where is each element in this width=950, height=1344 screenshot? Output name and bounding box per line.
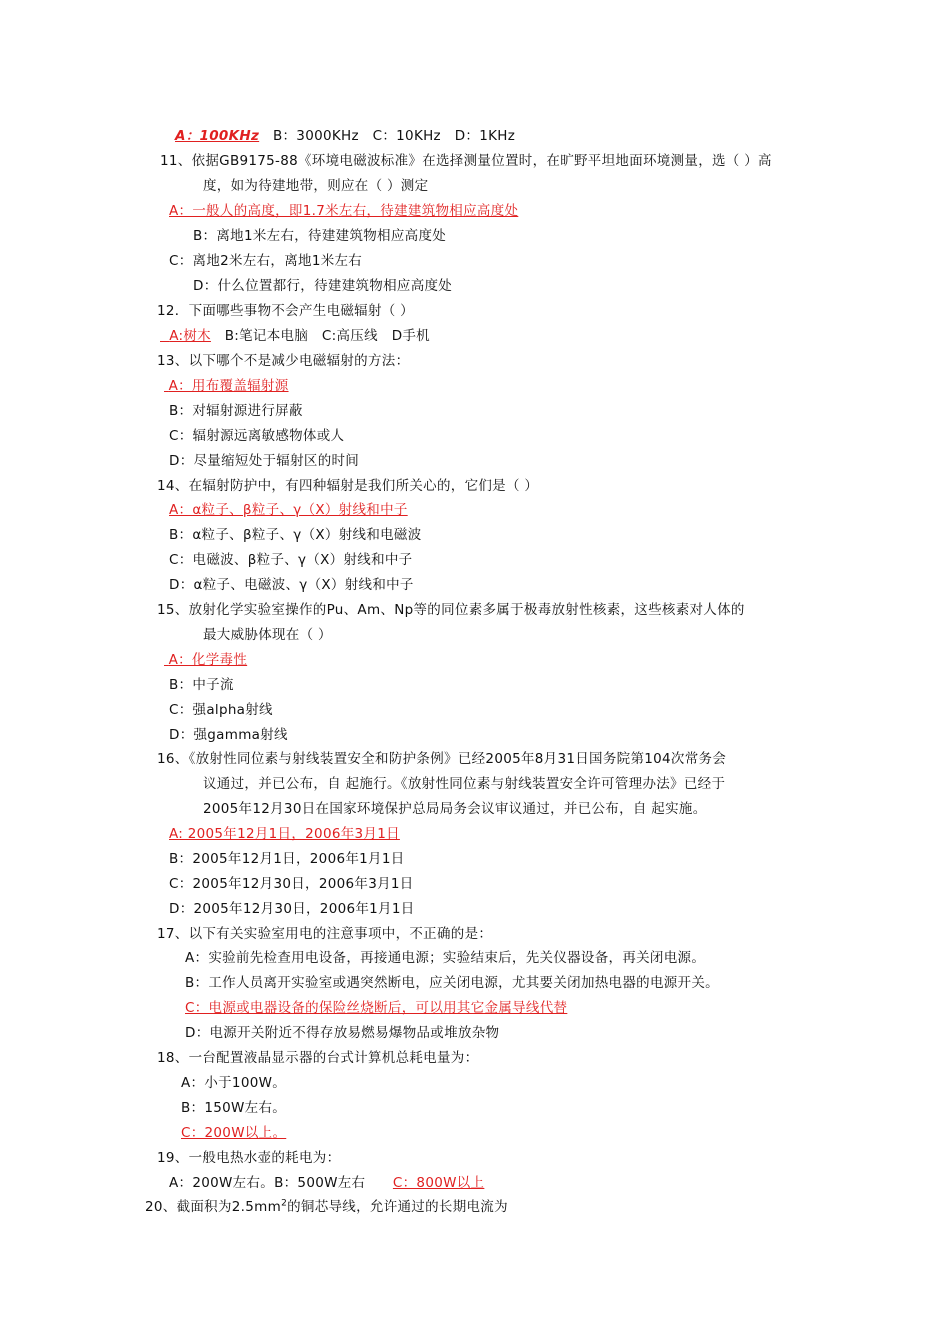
q16-stem-line1: 16、《放射性同位素与射线装置安全和防护条例》已经2005年8月31日国务院第104次常务会 <box>157 751 727 767</box>
q15-option-c: C：强alpha射线 <box>169 702 273 718</box>
q12-option-d: D手机 <box>391 328 430 344</box>
q19-stem: 19、一般电热水壶的耗电为： <box>157 1150 341 1166</box>
q18-stem: 18、一台配置液晶显示器的台式计算机总耗电量为： <box>157 1050 479 1066</box>
q13-option-d: D：尽量缩短处于辐射区的时间 <box>169 453 360 469</box>
q10-option-d: D：1KHz <box>454 128 516 144</box>
q15-stem-line2: 最大威胁体现在（ ） <box>203 627 332 643</box>
q13-option-c: C：辐射源远离敏感物体或人 <box>169 428 345 444</box>
q10-options <box>175 126 515 146</box>
q19-answer-c: C：800W以上 <box>392 1175 485 1191</box>
q15-stem-line1: 15、放射化学实验室操作的Pu、Am、Np等的同位素多属于极毒放射性核素，这些核素对人体的 <box>157 602 745 618</box>
q14-option-b: B：α粒子、β粒子、γ（X）射线和电磁波 <box>169 527 422 543</box>
q11-option-d: D：什么位置都行，待建建筑物相应高度处 <box>193 278 453 294</box>
q16-stem-line2: 议通过，并已公布，自 起施行。《放射性同位素与射线装置安全许可管理办法》已经于 <box>203 776 726 792</box>
q11-option-c: C：离地2米左右，离地1米左右 <box>169 253 363 269</box>
q13-option-b: B：对辐射源进行屏蔽 <box>169 403 303 419</box>
q18-answer-c: C：200W以上。 <box>181 1125 287 1141</box>
q13-stem: 13、以下哪个不是减少电磁辐射的方法： <box>157 353 410 369</box>
q11-answer-a: A：一般人的高度，即1.7米左右，待建建筑物相应高度处 <box>169 203 519 219</box>
q10-answer-a: A：100KHz <box>175 128 260 144</box>
q16-option-b: B：2005年12月1日，2006年1月1日 <box>169 851 405 867</box>
q19-options <box>169 1173 484 1193</box>
q15-option-d: D：强gamma射线 <box>169 727 288 743</box>
q15-answer-a: A：化学毒性 <box>168 652 248 668</box>
q15-option-b: B：中子流 <box>169 677 234 693</box>
q10-option-b: B：3000KHz <box>272 128 359 144</box>
q18-option-b: B：150W左右。 <box>181 1100 287 1116</box>
q16-stem-line3: 2005年12月30日在国家环境保护总局局务会议审议通过，并已公布，自 起实施。 <box>203 801 707 817</box>
q14-answer-a: A：α粒子、β粒子、γ（X）射线和中子 <box>169 502 408 518</box>
q17-answer-c: C：电源或电器设备的保险丝烧断后，可以用其它金属导线代替 <box>185 1000 568 1016</box>
q17-stem: 17、以下有关实验室用电的注意事项中，不正确的是： <box>157 926 493 942</box>
q20-stem: 20、截面积为$2.5mm^2$的铜芯导线，允许通过的长期电流为 <box>145 1198 508 1215</box>
q12-answer-a: A:树木 <box>169 328 211 344</box>
q12-option-c: C:高压线 <box>321 328 378 344</box>
q12-stem: 12．下面哪些事物不会产生电磁辐射（ ） <box>157 303 414 319</box>
q17-option-b: B：工作人员离开实验室或遇突然断电，应关闭电源，尤其要关闭加热电器的电源开关。 <box>185 975 719 991</box>
q10-option-c: C：10KHz <box>372 128 441 144</box>
q17-option-a: A：实验前先检查用电设备，再接通电源；实验结束后，先关仪器设备，再关闭电源。 <box>185 950 706 966</box>
q16-option-c: C：2005年12月30日，2006年3月1日 <box>169 876 414 892</box>
q14-option-d: D：α粒子、电磁波、γ（X）射线和中子 <box>169 577 414 593</box>
q18-option-a: A：小于100W。 <box>181 1075 287 1091</box>
q12-option-b: B:笔记本电脑 <box>224 328 309 344</box>
q11-option-b: B：离地1米左右，待建建筑物相应高度处 <box>193 228 447 244</box>
q17-option-d: D：电源开关附近不得存放易燃易爆物品或堆放杂物 <box>185 1025 500 1041</box>
q19-option-a: A：200W左右。 <box>169 1175 275 1191</box>
q19-option-b: B：500W左右 <box>274 1175 366 1191</box>
q14-stem: 14、在辐射防护中，有四种辐射是我们所关心的，它们是（ ） <box>157 478 539 494</box>
q12-options <box>160 326 430 346</box>
q16-option-d: D：2005年12月30日，2006年1月1日 <box>169 901 415 917</box>
q16-answer-a: A: 2005年12月1日，2006年3月1日 <box>169 826 400 842</box>
q11-stem-line2: 度，如为待建地带，则应在（ ）测定 <box>203 178 429 194</box>
q14-option-c: C：电磁波、β粒子、γ（X）射线和中子 <box>169 552 413 568</box>
q13-answer-a: A：用布覆盖辐射源 <box>168 378 289 394</box>
q11-stem-line1: 11、依据GB9175-88《环境电磁波标准》在选择测量位置时，在旷野平坦地面环境测量，选（ ）高 <box>160 153 772 169</box>
